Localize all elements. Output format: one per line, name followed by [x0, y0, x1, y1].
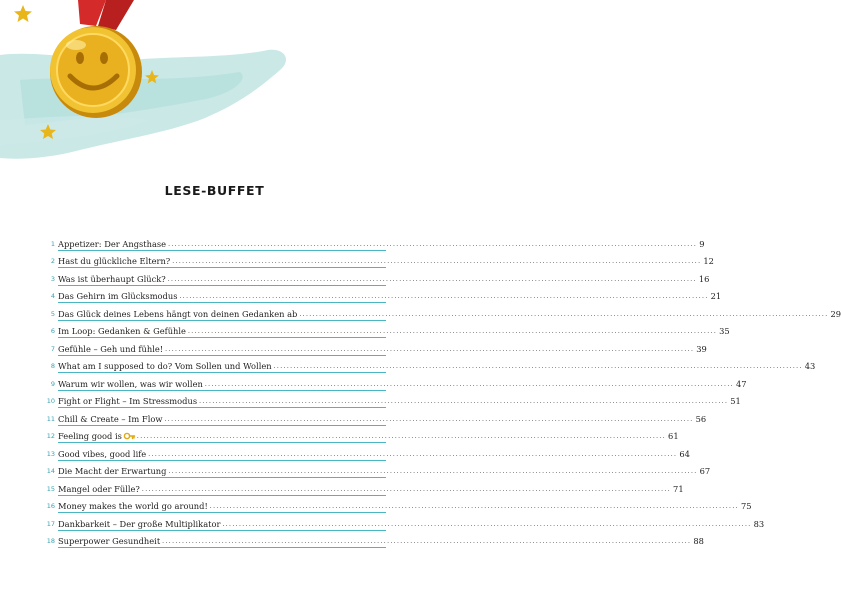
page-number: 29	[830, 308, 841, 319]
leader-dots: ................................................................................................................................................................	[167, 275, 697, 283]
chapter-title: Chill & Create – Im Flow	[58, 413, 163, 424]
toc-entry	[46, 461, 711, 479]
chapter-title: Money makes the world go around!	[58, 501, 208, 511]
leader-dots: ................................................................................................................................................................	[209, 503, 739, 510]
chapter-number: 15	[46, 484, 55, 493]
chapter-number: 10	[46, 397, 55, 405]
page-number: 64	[679, 448, 690, 459]
chapter-number: 8	[50, 362, 55, 370]
page-title: LESE-BUFFET	[164, 183, 265, 198]
leader-dots: ................................................................................................................................................................	[204, 380, 734, 388]
chapter-number: 6	[50, 327, 55, 335]
chapter-number: 4	[50, 292, 55, 300]
ribbon-icon	[78, 0, 134, 30]
chapter-number: 18	[46, 537, 55, 545]
chapter-number: 16	[46, 502, 55, 510]
leader-dots: ................................................................................................................................................................	[299, 310, 829, 318]
chapter-number: 11	[46, 414, 55, 423]
toc-entry	[50, 303, 841, 321]
leader-dots: ................................................................................................................................................................	[168, 240, 698, 248]
toc-entry	[46, 531, 704, 549]
leader-dots: ................................................................................................................................................................	[164, 415, 694, 423]
chapter-title: Mangel oder Fülle?	[58, 483, 140, 494]
chapter-number: 17	[46, 519, 55, 528]
chapter-title: Dankbarkeit – Der große Multiplikator	[58, 518, 221, 529]
leader-dots: ................................................................................................................................................................	[165, 345, 695, 353]
toc-entry	[50, 321, 730, 339]
toc-entry	[50, 286, 722, 304]
toc-entry	[50, 373, 747, 391]
toc-entry	[46, 443, 690, 461]
chapter-title: Das Gehirn im Glücksmodus	[58, 291, 178, 301]
page-number: 21	[710, 291, 722, 301]
toc-entry	[50, 233, 705, 251]
chapter-title: Fight or Flight – Im Stressmodus	[58, 396, 198, 406]
chapter-number: 1	[50, 239, 55, 248]
toc-entry	[46, 391, 741, 409]
chapter-number: 5	[50, 309, 55, 318]
chapter-title: Was ist überhaupt Glück?	[58, 273, 166, 284]
chapter-title: Good vibes, good life	[58, 448, 147, 459]
leader-dots: ................................................................................................................................................................	[179, 293, 709, 300]
chapter-title: Feeling good is	[58, 431, 135, 442]
chapter-title: Hast du glückliche Eltern?	[58, 256, 171, 266]
leader-dots: ................................................................................................................................................................	[172, 258, 702, 265]
page-number: 16	[698, 273, 710, 284]
page-number: 75	[740, 501, 752, 511]
leader-dots: ................................................................................................................................................................	[148, 450, 678, 458]
page-number: 88	[693, 536, 704, 546]
chapter-title: Die Macht der Erwartung	[58, 466, 167, 476]
leader-dots: ................................................................................................................................................................	[168, 468, 698, 475]
chapter-number: 7	[50, 344, 55, 353]
page-number: 9	[699, 238, 705, 249]
chapter-title: Das Glück deines Lebens hängt von deinen Gedanken ab	[58, 308, 298, 319]
chapter-number: 13	[46, 449, 55, 458]
toc-entry	[46, 496, 752, 514]
toc-entry	[50, 268, 710, 286]
chapter-title: Appetizer: Der Angsthase	[58, 238, 167, 249]
toc-entry	[46, 426, 679, 444]
chapter-title: Warum wir wollen, was wir wollen	[58, 378, 203, 389]
page-number: 47	[735, 378, 747, 389]
gold-smiley-medal-icon	[50, 26, 142, 118]
leader-dots: ................................................................................................................................................................	[162, 538, 692, 545]
toc-entry	[46, 478, 684, 496]
page-number: 12	[703, 256, 714, 266]
page-number: 39	[696, 343, 707, 354]
header-illustration	[0, 0, 429, 175]
key-icon	[124, 432, 135, 440]
chapter-title: Gefühle – Geh und fühle!	[58, 343, 164, 354]
page-number: 51	[730, 396, 741, 406]
leader-dots: ................................................................................................................................................................	[136, 433, 667, 440]
page-number: 61	[668, 431, 679, 441]
leader-dots: ................................................................................................................................................................	[141, 485, 672, 493]
page-number: 43	[804, 361, 816, 371]
toc-entry	[50, 251, 714, 269]
chapter-number: 12	[46, 432, 55, 440]
leader-dots: ................................................................................................................................................................	[199, 398, 729, 405]
toc-entry	[50, 356, 816, 374]
chapter-number: 9	[50, 379, 55, 388]
toc-entry	[50, 338, 707, 356]
toc-entry	[46, 408, 707, 426]
chapter-title: Im Loop: Gedanken & Gefühle	[58, 326, 186, 336]
chapter-number: 3	[50, 274, 55, 283]
page-number: 71	[673, 483, 684, 494]
table-of-contents	[46, 233, 841, 548]
toc-entry	[46, 513, 765, 531]
chapter-number: 14	[46, 467, 55, 475]
leader-dots: ................................................................................................................................................................	[187, 328, 718, 335]
page-number: 56	[695, 413, 707, 424]
page-number: 35	[719, 326, 730, 336]
watercolor-splash	[0, 50, 286, 159]
chapter-title: Superpower Gesundheit	[58, 536, 161, 546]
leader-dots: ................................................................................................................................................................	[273, 363, 803, 370]
leader-dots: ................................................................................................................................................................	[222, 520, 752, 528]
chapter-title: What am I supposed to do? Vom Sollen und Wollen	[58, 361, 272, 371]
page-number: 67	[699, 466, 711, 476]
chapter-number: 2	[50, 257, 55, 265]
page-number: 83	[753, 518, 765, 529]
